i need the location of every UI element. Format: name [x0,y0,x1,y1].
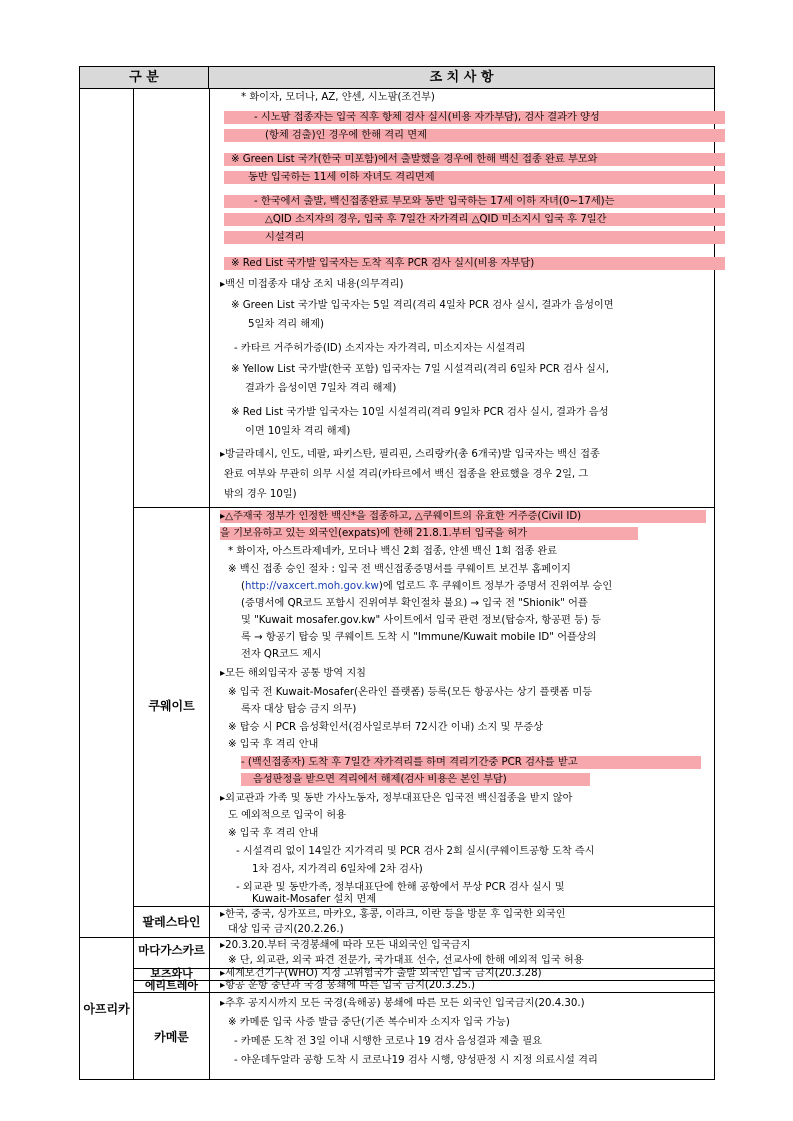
category-botswana: 보츠와나 [150,967,193,980]
text-line: ▸20.3.20.부터 국경봉쇄에 따라 모든 내외국인 입국금지 [220,940,471,951]
text-line: ▸항공 운항 중단과 국경 봉쇄에 따른 입국 금지(20.3.25.) [220,980,475,991]
text-line: ▸모든 해외입국자 공통 방역 지침 [220,668,367,679]
text-line-highlighted: ▸△주재국 정부가 인정한 백신*을 접종하고, △쿠웨이트의 유효한 거주증(Civil ID) [220,510,706,523]
text-line: - 외교관 및 동반가족, 정부대표단에 한해 공항에서 무상 PCR 검사 실시 및 [236,882,565,893]
divider [133,507,714,508]
text-line: 결과가 음성이면 7일차 격리 해제) [245,383,397,394]
divider [80,937,133,938]
text-line-highlighted: - 시노팜 접종자는 입국 직후 항체 검사 실시(비용 자가부담), 검사 결과가 양성 [224,111,725,124]
text-line-highlighted: △QID 소지자의 경우, 입국 후 7일간 자가격리 △QID 미소지시 입국 후 7일간 [224,213,725,226]
text-line-highlighted: 을 기보유하고 있는 외국인(expats)에 한해 21.8.1.부터 입국을 허가 [220,527,638,540]
text-line-highlighted: ※ Red List 국가발 입국자는 도착 직후 PCR 검사 실시(비용 자부담) [224,257,725,270]
text-line: - 카메룬 도착 전 3일 이내 시행한 코로나 19 검사 음성결과 제출 필요 [234,1036,543,1047]
measures-table [79,66,715,1080]
divider [133,992,714,993]
text-line-highlighted: 음성판정을 받으면 격리에서 해제(검사 비용은 본인 부담) [241,773,590,786]
text-line-highlighted: - 한국에서 출발, 백신접종완료 부모와 동반 입국하는 17세 이하 자녀(0~17세)는 [224,195,725,208]
text-line: ※ 입국 전 Kuwait-Mosafer(온라인 플랫폼) 등록(모든 항공사는 상기 플랫폼 미등 [228,687,593,698]
text-line: 및 "Kuwait mosafer.gov.kw" 사이트에서 입국 관련 정보(탑승자, 항공편 등) 등 [241,615,602,626]
text-line: 완료 여부와 무관히 의무 시설 격리(카타르에서 백신 접종을 완료했을 경우 2일, 그 [224,469,589,480]
category-kuwait: 쿠웨이트 [148,699,195,713]
text-line-highlighted: - (백신접종자) 도착 후 7일간 자가격리를 하며 격리기간중 PCR 검사를 받고 [241,756,701,769]
text-line: ▸방글라데시, 인도, 네팔, 파키스탄, 필리핀, 스리랑카(총 6개국)발 입국자는 백신 접종 [220,449,600,460]
category-cameroon: 카메룬 [154,1030,189,1044]
category-madagascar: 마다가스카르 [138,943,205,957]
divider [133,89,134,1079]
divider [133,906,714,907]
text-line: - 카타르 거주허가증(ID) 소지자는 자가격리, 미소지자는 시설격리 [234,343,526,354]
text-line-highlighted: ※ Green List 국가(한국 미포함)에서 출발했을 경우에 한해 백신 접종 완료 부모와 [224,153,725,166]
text-line: ※ 백신 접종 승인 절차 : 입국 전 백신접종증명서를 쿠웨이트 보건부 홈페이지 [228,564,571,575]
text-line-highlighted: (항체 검출)인 경우에 한해 격리 면제 [224,129,725,142]
text-line: ※ 입국 후 격리 안내 [228,739,319,750]
divider [133,937,714,938]
category-eritrea: 에리트레아 [144,979,199,992]
text-line: ▸세계보건기구(WHO) 지정 고위험국가 출발 외국인 입국 금지(20.3.28) [220,968,542,979]
text-line: - 시설격리 없이 14일간 지가격리 및 PCR 검사 2회 실시(쿠웨이트공항 도착 즉시 [236,846,595,857]
text-line: ▸백신 미접종자 대상 조치 내용(의무격리) [220,279,404,290]
text-line: 5일차 격리 해제) [248,319,324,330]
category-palestine: 팔레스타인 [142,915,201,929]
table-header [80,67,714,89]
text-line: ▸한국, 중국, 싱가포르, 마카오, 홍콩, 이라크, 이란 등을 방문 후 입국한 외국인 [220,909,566,920]
header-category: 구 분 [80,67,209,88]
text-line: ▸추후 공지시까지 모든 국경(육해공) 봉쇄에 따른 모든 외국인 입국금지(20.4.30.) [220,998,585,1009]
vaxcert-link[interactable]: http://vaxcert.moh.gov.kw [244,581,379,592]
text-line: (증명서에 QR코드 포함시 진위여부 확인절차 불요) → 입국 전 "Shionik" 어플 [241,598,588,609]
text-line-highlighted: 시설격리 [224,231,725,244]
text-line: ※ 탑승 시 PCR 음성확인서(검사일로부터 72시간 이내) 소지 및 무증상 [228,722,544,733]
divider [209,89,210,1079]
text-line: 1차 검사, 지가격리 6일차에 2차 검사) [252,864,423,875]
text-line: (http://vaxcert.moh.gov.kw)에 업로드 후 쿠웨이트 정부가 증명서 진위여부 승인 [241,581,613,592]
text-line: ※ Red List 국가발 입국자는 10일 시설격리(격리 9일차 PCR 검사 실시, 결과가 음성 [231,407,609,418]
text-line: * 화이자, 모더나, AZ, 얀센, 시노팜(조건부) [241,92,435,103]
text-line: ※ Yellow List 국가발(한국 포함) 입국자는 7일 시설격리(격리 6일차 PCR 검사 실시, [231,364,609,375]
text-line: 대상 입국 금지(20.2.26.) [228,924,344,935]
text-line: - 야운데두알라 공항 도착 시 코로나19 검사 시행, 양성판정 시 지정 의료시설 격리 [234,1055,598,1066]
text-line-highlighted: 동반 입국하는 11세 이하 자녀도 격리면제 [224,171,725,184]
text-line: 록 → 항공기 탑승 및 쿠웨이트 도착 시 "Immune/Kuwait mobile ID" 어플상의 [241,632,597,643]
text-line: ▸외교관과 가족 및 동반 가사노동자, 정부대표단은 입국전 백신접종을 받지 않아 [220,793,573,804]
text-line: 록자 대상 탑승 금지 의무) [241,704,357,715]
text-line: * 화이자, 아스트라제네카, 모더나 백신 2회 접종, 얀센 백신 1회 접종 완료 [228,546,558,557]
text-line: 도 예외적으로 입국이 허용 [228,810,346,821]
text-line: 밖의 경우 10일) [224,489,297,500]
text-line: ※ 단, 외교관, 외국 파견 전문가, 국가대표 선수, 선교사에 한해 예외적 입국 허용 [228,955,584,966]
text-line: Kuwait-Mosafer 설치 면제 [252,894,377,905]
text-line: ※ 카메룬 입국 사증 발급 중단(기존 복수비자 소지자 입국 가능) [228,1017,510,1028]
category-africa: 아프리카 [83,1002,130,1016]
text-line: ※ Green List 국가발 입국자는 5일 격리(격리 4일차 PCR 검사 실시, 결과가 음성이면 [231,300,614,311]
text-line: ※ 입국 후 격리 안내 [228,828,319,839]
header-measures: 조 치 사 항 [429,70,494,85]
text-line: 이면 10일차 격리 해제) [245,426,351,437]
text-line: 전자 QR코드 제시 [241,649,322,660]
